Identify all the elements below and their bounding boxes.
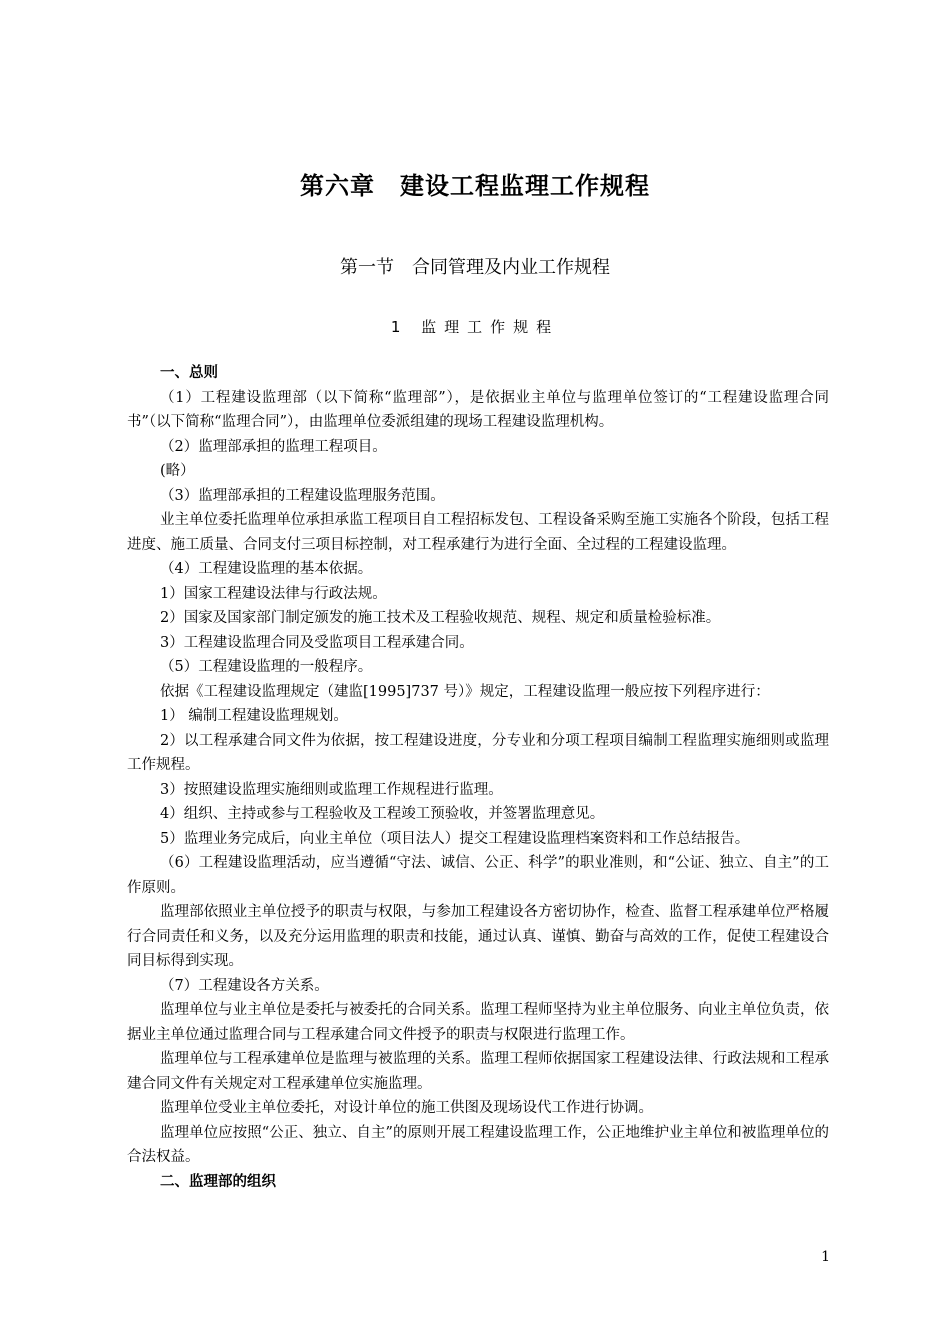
paragraph: 业主单位委托监理单位承担承监工程项目自工程招标发包、工程设备采购至施工实施各个阶段，包括工程进度、施工质量、合同支付三项目标控制，对工程承建行为进行全面、全过程的工程建设监理。 bbox=[127, 512, 829, 553]
paragraph: （4）工程建设监理的基本依据。 bbox=[160, 561, 373, 577]
paragraph: 监理单位应按照“公正、独立、自主”的原则开展工程建设监理工作，公正地维护业主单位和被监理单位的合法权益。 bbox=[127, 1124, 829, 1165]
paragraph: （6）工程建设监理活动，应当遵循“守法、诚信、公正、科学”的职业准则，和“公证、独立、自主”的工作原则。 bbox=[127, 855, 829, 896]
paragraph: 2）国家及国家部门制定颁发的施工技术及工程验收规范、规程、规定和质量检验标准。 bbox=[160, 610, 721, 626]
section-title: 第一节 合同管理及内业工作规程 bbox=[340, 257, 610, 278]
heading-general: 一、总则 bbox=[160, 365, 218, 381]
subsection-title: 1 监理工作规程 bbox=[390, 318, 560, 336]
paragraph: 1）国家工程建设法律与行政法规。 bbox=[160, 585, 387, 602]
paragraph: （5）工程建设监理的一般程序。 bbox=[160, 659, 373, 675]
paragraph: （3）监理部承担的工程建设监理服务范围。 bbox=[160, 487, 445, 504]
paragraph: 监理部依照业主单位授予的职责与权限，与参加工程建设各方密切协作，检查、监督工程承建单位严格履行合同责任和义务，以及充分运用监理的职责和技能，通过认真、谨慎、勤奋与高效的工作，促使工程建设合同目标得到实现。 bbox=[127, 904, 829, 969]
paragraph: 依据《工程建设监理规定（建监[1995]737 号）》规定，工程建设监理一般应按下列程序进行： bbox=[160, 683, 770, 700]
chapter-title: 第六章 建设工程监理工作规程 bbox=[300, 172, 650, 200]
paragraph: （1）工程建设监理部（以下简称“监理部”），是依据业主单位与监理单位签订的“工程建设监理合同书”（以下简称“监理合同”），由监理单位委派组建的现场工程建设监理机构。 bbox=[127, 389, 829, 430]
paragraph: 监理单位与业主单位是委托与被委托的合同关系。监理工程师坚持为业主单位服务、向业主单位负责，依据业主单位通过监理合同与工程承建合同文件授予的职责与权限进行监理工作。 bbox=[127, 1002, 829, 1043]
paragraph: 3）按照建设监理实施细则或监理工作规程进行监理。 bbox=[160, 781, 503, 798]
paragraph: 1） 编制工程建设监理规划。 bbox=[160, 708, 348, 724]
page-number: 1 bbox=[821, 1249, 830, 1265]
paragraph: 2）以工程承建合同文件为依据，按工程建设进度，分专业和分项工程项目编制工程监理实施细则或监理工作规程。 bbox=[127, 732, 829, 773]
document-body bbox=[127, 361, 829, 1194]
paragraph: 3）工程建设监理合同及受监项目工程承建合同。 bbox=[160, 634, 474, 651]
paragraph: （2）监理部承担的监理工程项目。 bbox=[160, 438, 387, 455]
heading-organization: 二、监理部的组织 bbox=[160, 1173, 276, 1190]
paragraph: 5）监理业务完成后，向业主单位（项目法人）提交工程建设监理档案资料和工作总结报告。 bbox=[160, 830, 750, 847]
paragraph: 监理单位与工程承建单位是监理与被监理的关系。监理工程师依据国家工程建设法律、行政法规和工程承建合同文件有关规定对工程承建单位实施监理。 bbox=[127, 1051, 829, 1092]
paragraph: （7）工程建设各方关系。 bbox=[160, 977, 329, 994]
paragraph: 监理单位受业主单位委托，对设计单位的施工供图及现场设代工作进行协调。 bbox=[160, 1100, 653, 1116]
paragraph: 4）组织、主持或参与工程验收及工程竣工预验收，并签署监理意见。 bbox=[160, 806, 605, 822]
paragraph: (略） bbox=[160, 463, 195, 479]
